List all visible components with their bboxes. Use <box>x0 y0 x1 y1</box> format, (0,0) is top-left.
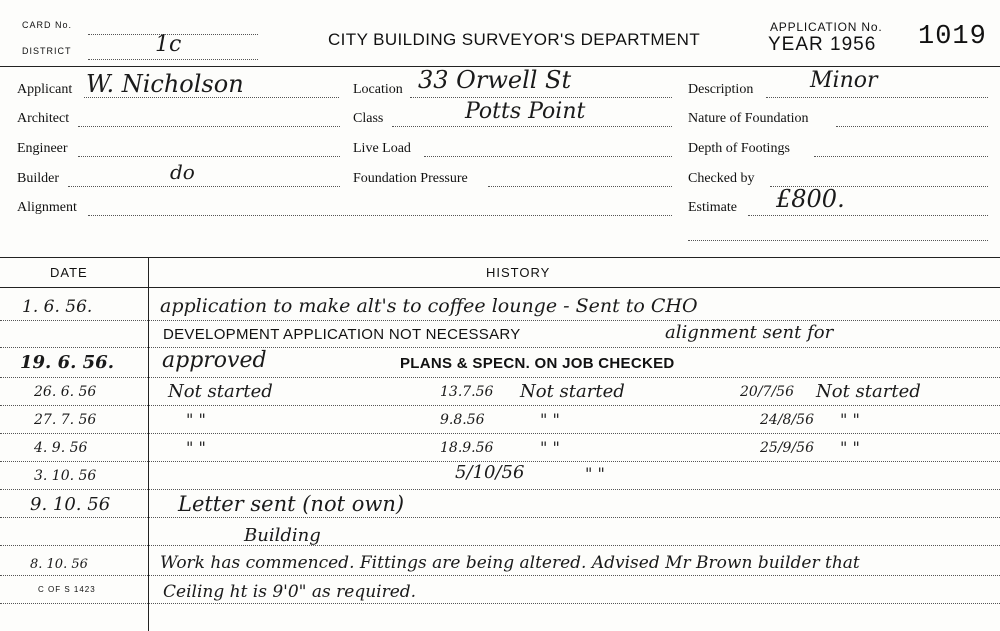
history-rule <box>0 489 1000 490</box>
history-rule <box>0 405 1000 406</box>
history-date: 4. 9. 56 <box>34 440 88 456</box>
history-entry: Not started <box>168 381 273 402</box>
history-entry: application to make alt's to coffee lounge - Sent to CHO <box>160 295 698 317</box>
alignment-line <box>88 215 672 216</box>
estimate-label: Estimate <box>688 200 737 215</box>
department-title: CITY BUILDING SURVEYOR'S DEPARTMENT <box>328 30 701 49</box>
engineer-line <box>78 156 340 157</box>
history-entry: " " <box>186 438 206 457</box>
history-entry-col2: " " <box>585 464 605 483</box>
application-no-label: APPLICATION No. <box>770 20 883 34</box>
history-entry-col2: Not started <box>520 381 625 402</box>
history-header-divider <box>0 287 1000 288</box>
history-printed-stamp: DEVELOPMENT APPLICATION NOT NECESSARY <box>163 326 521 343</box>
location-label: Location <box>353 82 403 97</box>
history-rule <box>0 575 1000 576</box>
history-column-header: HISTORY <box>486 265 551 280</box>
history-entry: " " <box>186 410 206 429</box>
history-top-border <box>0 257 1000 258</box>
form-code: C OF S 1423 <box>38 585 96 594</box>
history-date: 26. 6. 56 <box>34 384 97 400</box>
builder-value: do <box>170 160 195 184</box>
district-value: 1c <box>155 32 182 57</box>
history-entry: Letter sent (not own) <box>178 492 405 516</box>
history-rule <box>0 347 1000 348</box>
history-entry: Ceiling ht is 9'0" as required. <box>163 582 417 602</box>
history-rule <box>0 377 1000 378</box>
estimate-value: £800. <box>776 185 845 213</box>
foundation-pressure-line <box>488 186 672 187</box>
history-date: 27. 7. 56 <box>34 412 97 428</box>
history-date-col3: 24/8/56 <box>760 412 814 428</box>
history-rule <box>0 433 1000 434</box>
checked-by-label: Checked by <box>688 171 755 186</box>
history-date-col2: 13.7.56 <box>440 384 494 400</box>
history-date-col3: 25/9/56 <box>760 440 814 456</box>
history-rule <box>0 320 1000 321</box>
location-line <box>410 97 672 98</box>
history-entry-col2: " " <box>540 438 560 457</box>
nature-of-foundation-line <box>836 126 988 127</box>
history-note: alignment sent for <box>665 322 834 343</box>
date-column-header: DATE <box>50 265 88 280</box>
live-load-label: Live Load <box>353 141 411 156</box>
depth-of-footings-line <box>814 156 988 157</box>
class-line <box>392 126 672 127</box>
history-date: 1. 6. 56. <box>22 297 93 317</box>
history-date-col3: 20/7/56 <box>740 384 794 400</box>
history-date: 19. 6. 56. <box>20 352 114 373</box>
history-rule <box>0 545 1000 546</box>
location-value: 33 Orwell St <box>418 66 572 94</box>
history-note: Building <box>244 525 321 546</box>
history-entry-col3: Not started <box>816 381 921 402</box>
alignment-label: Alignment <box>17 200 77 215</box>
architect-line <box>78 126 340 127</box>
applicant-label: Applicant <box>17 82 73 97</box>
applicant-value: W. Nicholson <box>86 70 244 98</box>
depth-of-footings-label: Depth of Footings <box>688 141 790 156</box>
history-date-col2: 5/10/56 <box>455 462 525 483</box>
history-entry-col2: " " <box>540 410 560 429</box>
history-date: 9. 10. 56 <box>30 494 111 515</box>
class-value: Potts Point <box>465 99 586 124</box>
history-printed-stamp: PLANS & SPECN. ON JOB CHECKED <box>400 355 675 372</box>
history-date-col2: 18.9.56 <box>440 440 494 456</box>
history-rule <box>0 517 1000 518</box>
description-value: Minor <box>810 68 878 93</box>
estimate-line <box>748 215 988 216</box>
live-load-line <box>424 156 672 157</box>
history-date-col2: 9.8.56 <box>440 412 485 428</box>
district-label: DISTRICT <box>22 46 72 56</box>
history-entry: Work has commenced. Fittings are being altered. Advised Mr Brown builder that <box>160 553 860 573</box>
builder-label: Builder <box>17 171 59 186</box>
history-entry-col3: " " <box>840 438 860 457</box>
history-rule <box>0 603 1000 604</box>
foundation-pressure-label: Foundation Pressure <box>353 171 468 186</box>
builder-line <box>68 186 340 187</box>
history-date: 8. 10. 56 <box>30 557 88 572</box>
engineer-label: Engineer <box>17 141 68 156</box>
description-line <box>766 97 988 98</box>
card-no-label: CARD No. <box>22 20 73 30</box>
blank-line <box>688 240 988 241</box>
district-line <box>88 59 258 60</box>
description-label: Description <box>688 82 754 97</box>
history-entry: approved <box>162 348 267 373</box>
nature-of-foundation-label: Nature of Foundation <box>688 111 809 126</box>
history-date: 3. 10. 56 <box>34 468 97 484</box>
year-label: YEAR 1956 <box>768 34 877 55</box>
history-entry-col3: " " <box>840 410 860 429</box>
architect-label: Architect <box>17 111 70 126</box>
class-label: Class <box>353 111 384 126</box>
application-number: 1019 <box>918 22 987 52</box>
